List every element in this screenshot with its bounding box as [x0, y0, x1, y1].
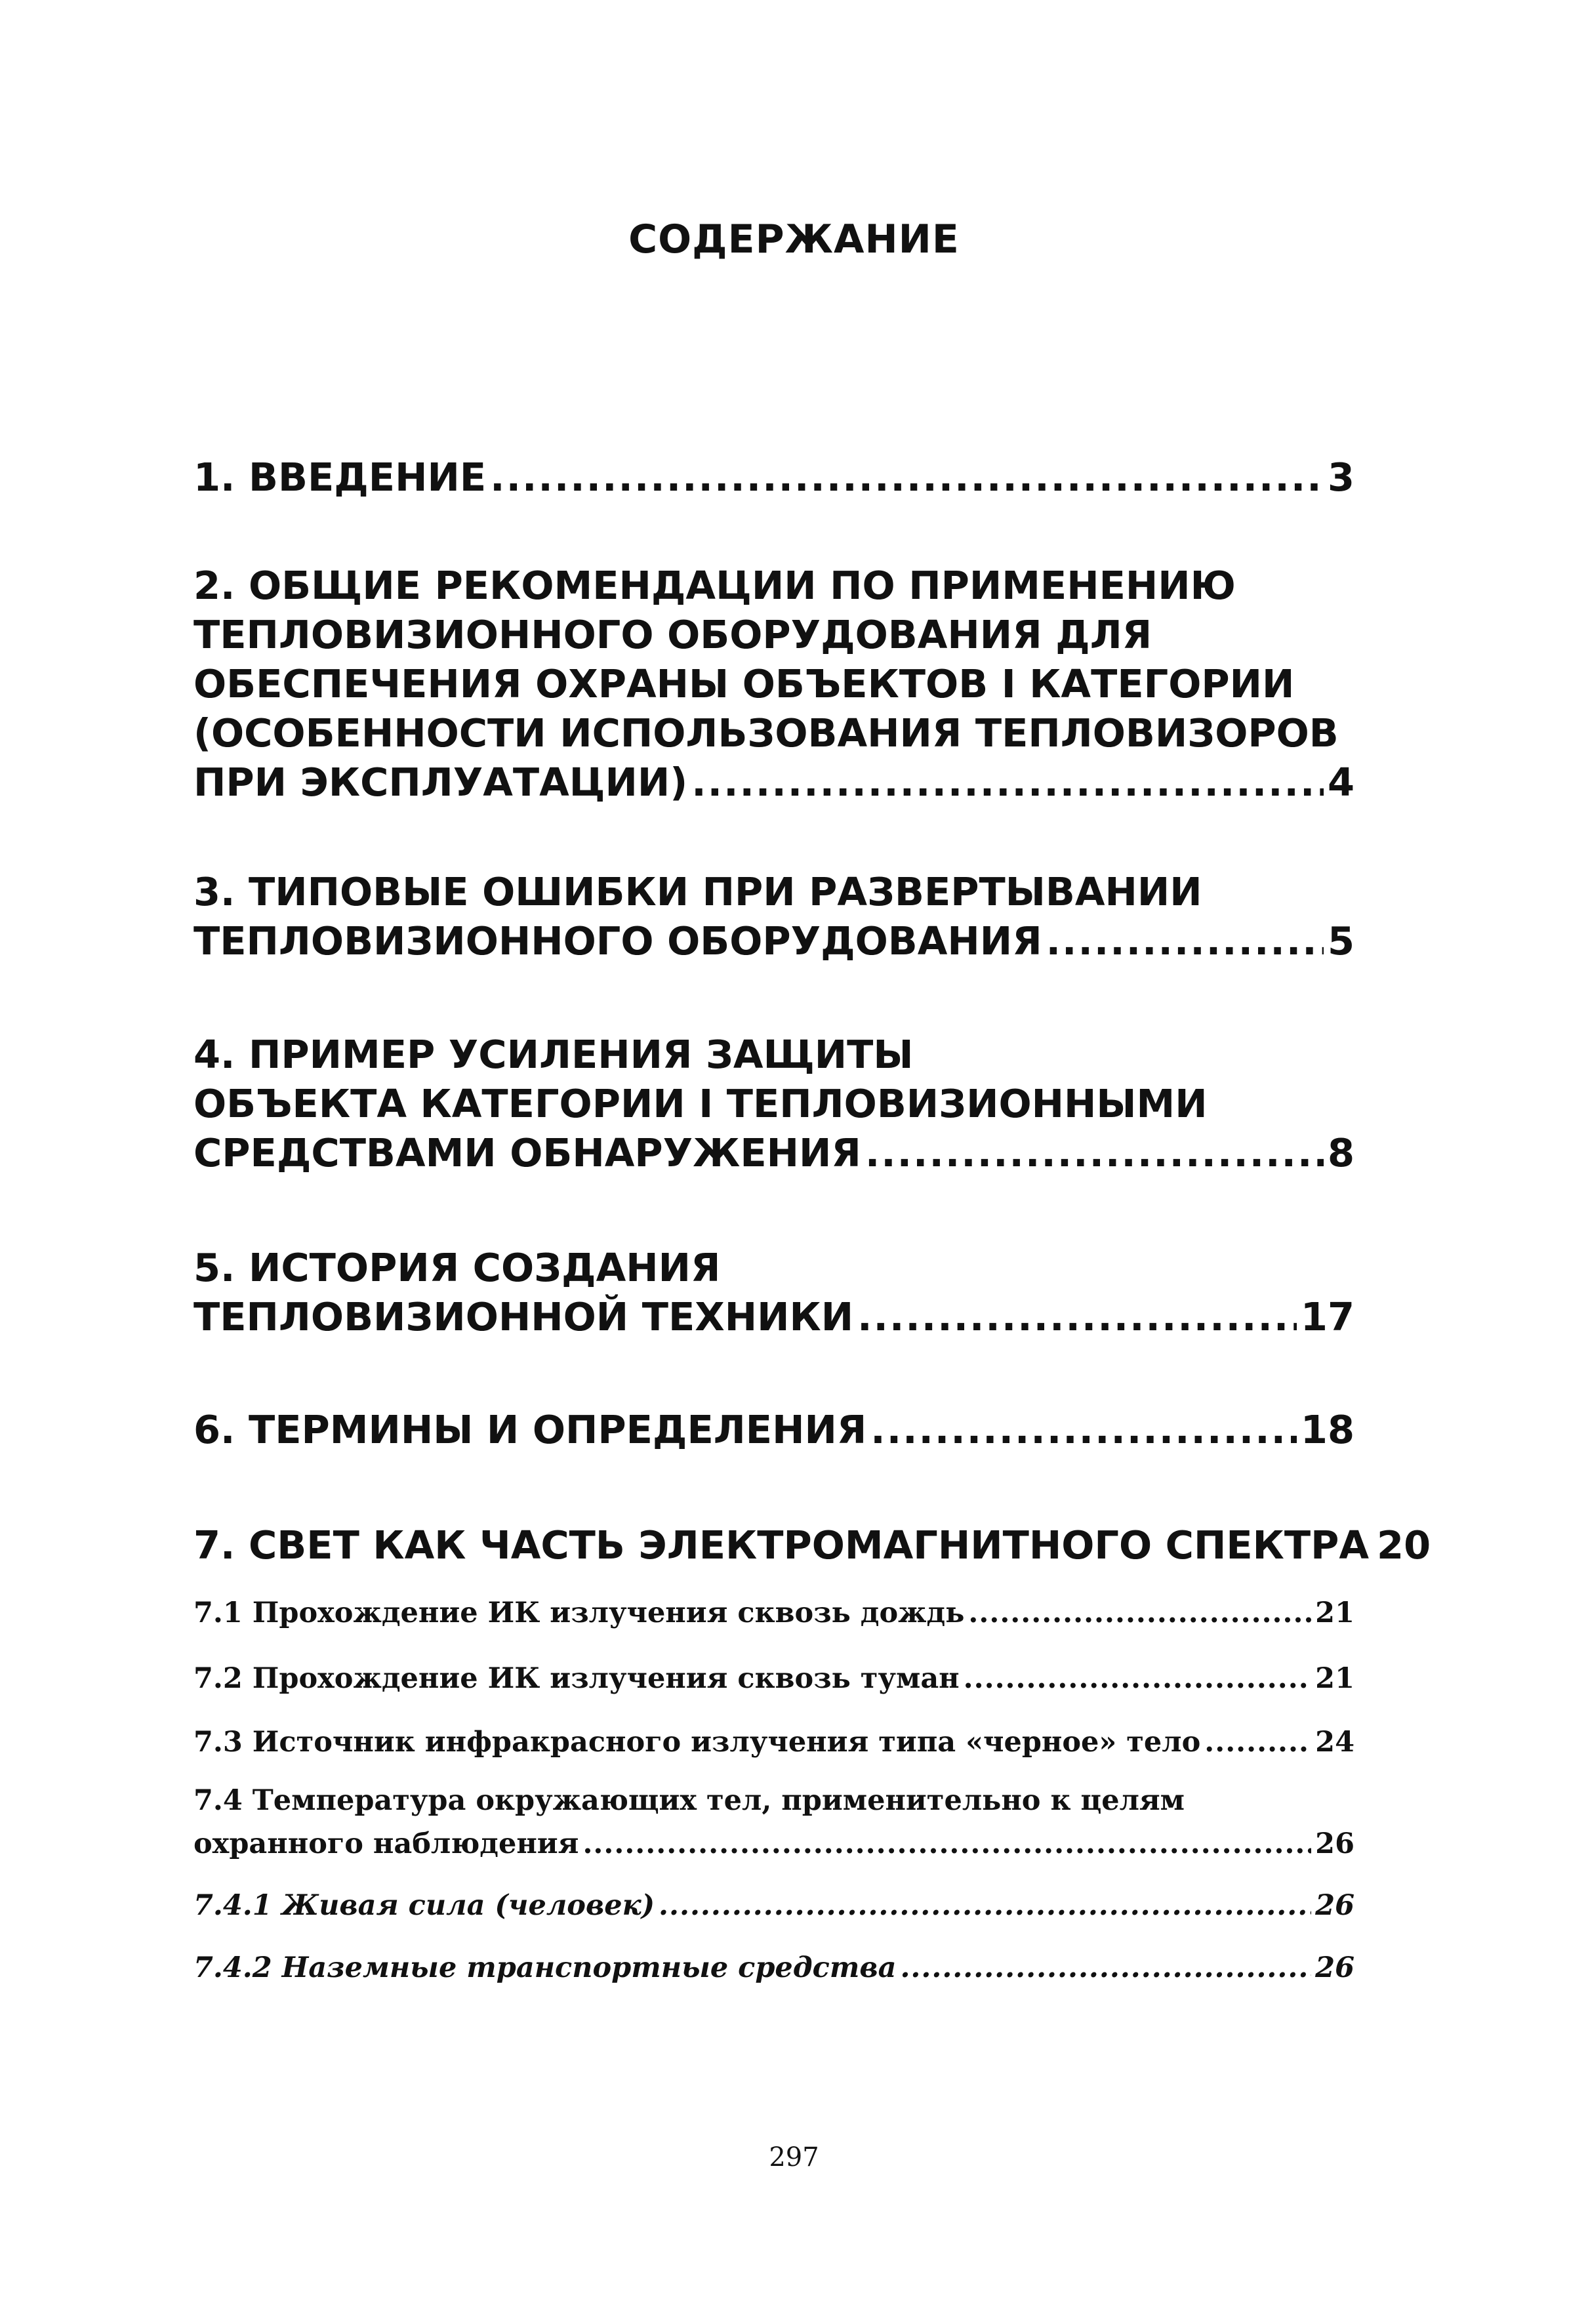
toc-subentry-7-4-2[interactable]: [193, 1946, 1354, 1989]
toc-entry-text: охранного наблюдения: [193, 1827, 579, 1860]
toc-entry-text: 4. ПРИМЕР УСИЛЕНИЯ ЗАЩИТЫ: [193, 1032, 914, 1077]
toc-subentry-7-2[interactable]: [193, 1657, 1354, 1700]
toc-entry-text: ТЕПЛОВИЗИОННОЙ ТЕХНИКИ: [193, 1294, 854, 1339]
dot-leader: [490, 453, 1324, 502]
toc-entry-text: 7.4.1 Живая сила (человек): [193, 1889, 655, 1922]
toc-page-number: 26: [1315, 1951, 1354, 1984]
toc-entry-text: ОБЕСПЕЧЕНИЯ ОХРАНЫ ОБЪЕКТОВ I КАТЕГОРИИ: [193, 661, 1295, 706]
toc-entry-text: 1. ВВЕДЕНИЕ: [193, 455, 487, 500]
toc-entry-text: СРЕДСТВАМИ ОБНАРУЖЕНИЯ: [193, 1130, 861, 1175]
toc-entry-5[interactable]: [193, 1243, 1354, 1341]
toc-subentry-7-1[interactable]: [193, 1591, 1354, 1635]
toc-page-number: 26: [1315, 1827, 1354, 1860]
toc-title: СОДЕРЖАНИЕ: [628, 216, 960, 262]
dot-leader: [691, 758, 1324, 807]
toc-page-number: 20: [1377, 1522, 1431, 1568]
toc-entry-text: 7.1 Прохождение ИК излучения сквозь дождь: [193, 1597, 965, 1629]
toc-subentry-7-4-1[interactable]: [193, 1884, 1354, 1927]
toc-page-number: 21: [1315, 1597, 1354, 1629]
toc-subentry-7-3[interactable]: [193, 1721, 1354, 1764]
dot-leader: [900, 1946, 1311, 1989]
toc-entry-text: 6. ТЕРМИНЫ И ОПРЕДЕЛЕНИЯ: [193, 1407, 867, 1452]
dot-leader: [964, 1657, 1312, 1700]
toc-entry-text: ТЕПЛОВИЗИОННОГО ОБОРУДОВАНИЯ ДЛЯ: [193, 612, 1152, 657]
toc-entry-6[interactable]: [193, 1405, 1354, 1454]
dot-leader: [865, 1128, 1324, 1177]
toc-entry-text: 7.3 Источник инфракрасного излучения типа «черное» тело: [193, 1726, 1201, 1759]
toc-entry-3[interactable]: [193, 867, 1354, 966]
toc-subentry-7-4[interactable]: [193, 1779, 1354, 1865]
dot-leader: [968, 1591, 1311, 1635]
toc-entry-text: 2. ОБЩИЕ РЕКОМЕНДАЦИИ ПО ПРИМЕНЕНИЮ: [193, 563, 1236, 608]
toc-page-number: 3: [1327, 455, 1354, 500]
toc-page-number: 17: [1300, 1294, 1354, 1339]
dot-leader: [582, 1822, 1311, 1865]
toc-page-number: 4: [1327, 760, 1354, 805]
toc-entry-text: ТЕПЛОВИЗИОННОГО ОБОРУДОВАНИЯ: [193, 918, 1042, 964]
toc-entry-text: ОБЪЕКТА КАТЕГОРИИ I ТЕПЛОВИЗИОННЫМИ: [193, 1081, 1208, 1126]
toc-entry-text: (ОСОБЕННОСТИ ИСПОЛЬЗОВАНИЯ ТЕПЛОВИЗОРОВ: [193, 710, 1339, 756]
toc-entry-2[interactable]: [193, 561, 1354, 807]
toc-entry-4[interactable]: [193, 1030, 1354, 1177]
toc-page-number: 26: [1315, 1889, 1354, 1922]
toc-entry-text: 7.2 Прохождение ИК излучения сквозь туман: [193, 1662, 960, 1695]
dot-leader: [870, 1405, 1297, 1454]
toc-entry-text: 5. ИСТОРИЯ СОЗДАНИЯ: [193, 1245, 721, 1290]
dot-leader: [659, 1884, 1311, 1927]
page-number: 297: [769, 2142, 819, 2172]
toc-entry-1[interactable]: [193, 453, 1354, 502]
dot-leader: [857, 1292, 1297, 1341]
toc-entry-text: 3. ТИПОВЫЕ ОШИБКИ ПРИ РАЗВЕРТЫВАНИИ: [193, 869, 1202, 914]
toc-page-number: 21: [1315, 1662, 1354, 1695]
toc-page-number: 5: [1327, 918, 1354, 964]
toc-page-number: 8: [1327, 1130, 1354, 1175]
toc-entry-text: 7. СВЕТ КАК ЧАСТЬ ЭЛЕКТРОМАГНИТНОГО СПЕКТРА: [193, 1522, 1370, 1568]
toc-entry-text: ПРИ ЭКСПЛУАТАЦИИ): [193, 760, 688, 805]
toc-entry-text: 7.4 Температура окружающих тел, применительно к целям: [193, 1784, 1185, 1817]
dot-leader: [1046, 916, 1324, 966]
toc-page-number: 18: [1300, 1407, 1354, 1452]
toc-entry-text: 7.4.2 Наземные транспортные средства: [193, 1951, 897, 1984]
dot-leader: [1204, 1721, 1311, 1764]
toc-page-number: 24: [1315, 1726, 1354, 1759]
toc-entry-7[interactable]: [193, 1520, 1431, 1570]
